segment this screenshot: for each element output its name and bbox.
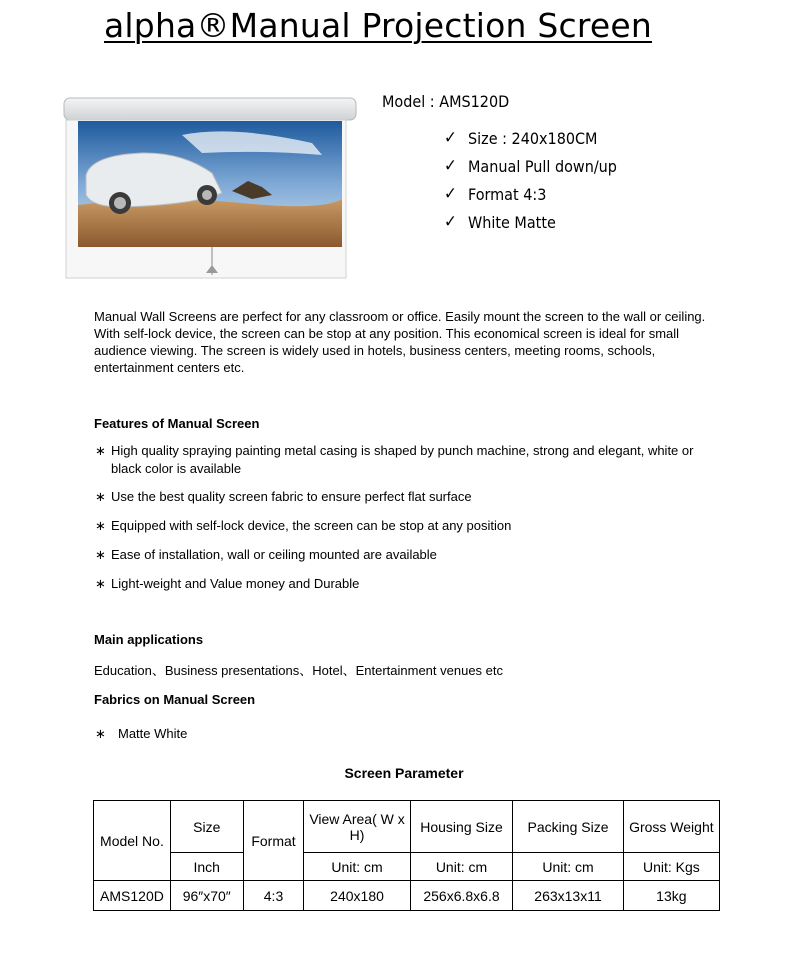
- applications-heading: Main applications: [94, 632, 204, 647]
- fabric-item: [95, 726, 187, 742]
- unit-cell: Unit: cm: [410, 853, 513, 881]
- asterisk-bullet-icon: ∗: [95, 547, 106, 562]
- features-list: [94, 442, 724, 593]
- table-cell: 96″x70″: [170, 881, 243, 911]
- unit-cell: Unit: cm: [304, 853, 410, 881]
- asterisk-bullet-icon: ∗: [95, 576, 106, 591]
- unit-cell: Unit: cm: [513, 853, 623, 881]
- header-cell: Housing Size: [410, 801, 513, 853]
- spec-item-label: Format 4:3: [468, 184, 547, 204]
- table-unit-row: [94, 853, 720, 881]
- description-paragraph: Manual Wall Screens are perfect for any classroom or office. Easily mount the screen to the wall or ceiling. With self-lock device, the screen can be stop at any position. This economical screen is ideal for small audience viewing. The screen is widely used in hotels, business centers, meeting rooms, schools, entertainment centers etc.: [94, 309, 706, 375]
- header-cell: View Area( W x H): [304, 801, 410, 853]
- checkmark-icon: ✓: [444, 156, 457, 176]
- features-heading: Features of Manual Screen: [94, 416, 260, 431]
- feature-item-text: Use the best quality screen fabric to ensure perfect flat surface: [111, 489, 472, 504]
- fabric-item-text: Matte White: [118, 726, 188, 741]
- spec-item: [444, 124, 617, 152]
- table-header-row: [94, 801, 720, 853]
- feature-item: [94, 488, 724, 506]
- spec-list: [382, 124, 617, 236]
- feature-item-text: High quality spraying painting metal casing is shaped by punch machine, strong and elegant, white or black color is available: [111, 443, 694, 476]
- spec-item-label: Size : 240x180CM: [468, 128, 598, 148]
- header-cell: Gross Weight: [623, 801, 719, 853]
- asterisk-bullet-icon: ∗: [95, 518, 106, 533]
- header-cell: Size: [170, 801, 243, 853]
- spec-item: [444, 180, 617, 208]
- header-cell: Packing Size: [513, 801, 623, 853]
- feature-item: [94, 517, 724, 535]
- table-cell: 4:3: [243, 881, 304, 911]
- unit-cell: Unit: Kgs: [623, 853, 719, 881]
- feature-item-text: Ease of installation, wall or ceiling mounted are available: [111, 547, 437, 562]
- spec-item: [444, 152, 617, 180]
- asterisk-bullet-icon: ∗: [95, 726, 106, 741]
- checkmark-icon: ✓: [444, 212, 457, 232]
- projection-screen-image: [62, 95, 358, 281]
- table-cell: 240x180: [304, 881, 410, 911]
- asterisk-bullet-icon: ∗: [95, 489, 106, 504]
- table-cell: 13kg: [623, 881, 719, 911]
- header-cell: Model No.: [94, 801, 171, 881]
- fabrics-heading: Fabrics on Manual Screen: [94, 692, 256, 707]
- table-caption: Screen Parameter: [344, 765, 464, 781]
- unit-cell: Inch: [170, 853, 243, 881]
- checkmark-icon: ✓: [444, 184, 457, 204]
- feature-item-text: Light-weight and Value money and Durable: [111, 576, 360, 591]
- feature-item: [94, 442, 724, 478]
- applications-text: Education、Business presentations、Hotel、Entertainment venues etc: [94, 663, 503, 678]
- table-cell: 263x13x11: [513, 881, 623, 911]
- page-title: alpha®Manual Projection Screen: [104, 6, 653, 45]
- header-cell: Format: [243, 801, 304, 881]
- feature-item: [94, 575, 724, 593]
- model-label: Model : AMS120D: [382, 92, 510, 111]
- asterisk-bullet-icon: ∗: [95, 443, 106, 458]
- spec-block: [382, 92, 617, 236]
- table-row: [94, 881, 720, 911]
- spec-item: [444, 208, 617, 236]
- spec-item-label: Manual Pull down/up: [468, 156, 617, 176]
- screen-parameter-table: [93, 800, 720, 911]
- feature-item: [94, 546, 724, 564]
- table-cell: AMS120D: [94, 881, 171, 911]
- spec-item-label: White Matte: [468, 212, 556, 232]
- table-cell: 256x6.8x6.8: [410, 881, 513, 911]
- checkmark-icon: ✓: [444, 128, 457, 148]
- feature-item-text: Equipped with self-lock device, the screen can be stop at any position: [111, 518, 512, 533]
